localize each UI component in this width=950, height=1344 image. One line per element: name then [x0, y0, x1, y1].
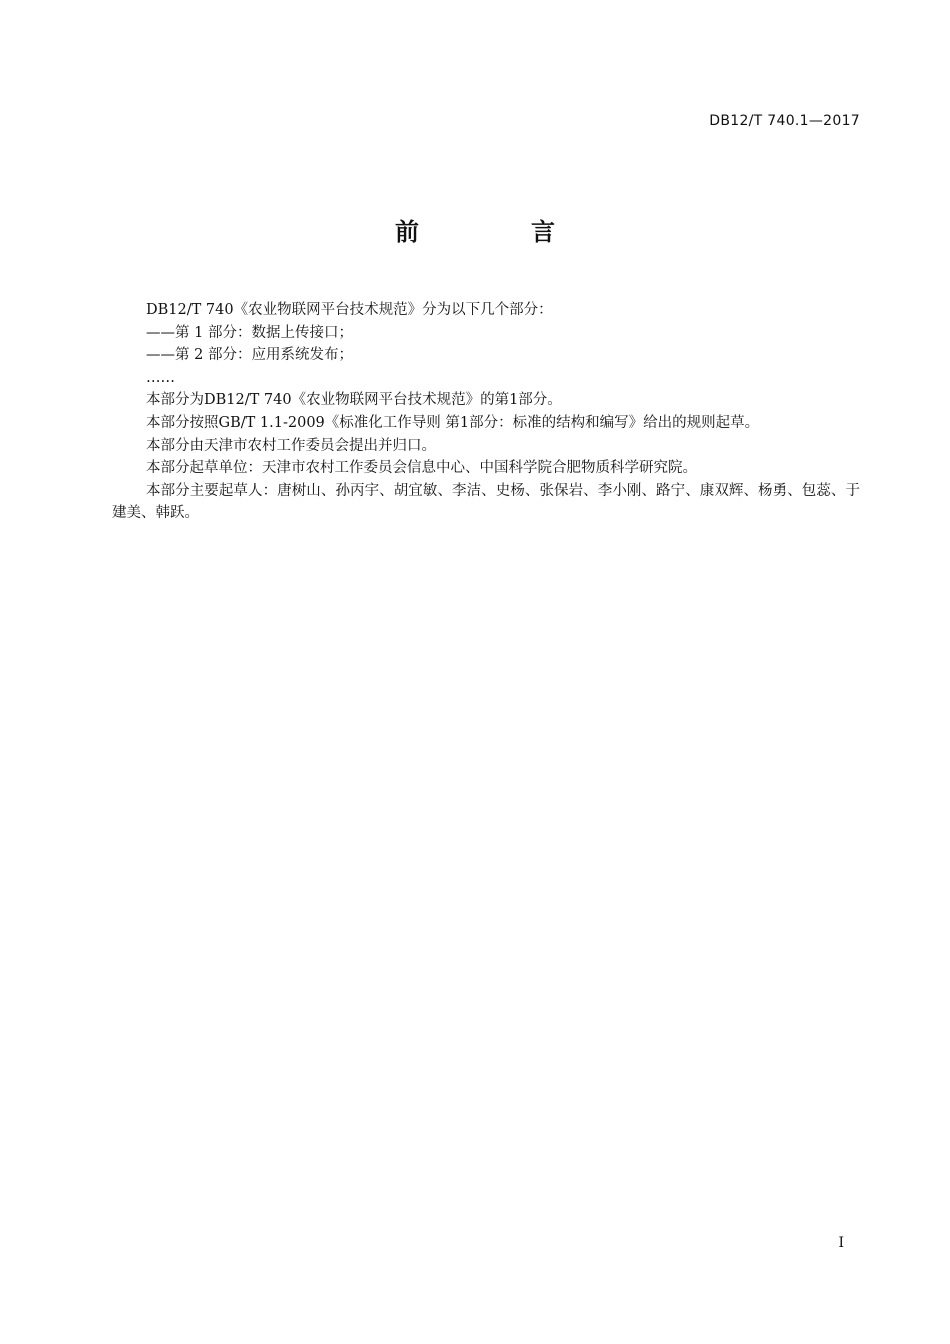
page-title: 前 言 [395, 218, 599, 246]
paragraph-drafting-units: 本部分起草单位：天津市农村工作委员会信息中心、中国科学院合肥物质科学研究院。 [146, 460, 697, 477]
paragraph-proposer: 本部分由天津市农村工作委员会提出并归口。 [146, 437, 436, 454]
standard-code: DB12/T 740.1—2017 [709, 113, 860, 129]
paragraph-intro: DB12/T 740《农业物联网平台技术规范》分为以下几个部分： [146, 302, 553, 318]
paragraph-ellipsis: …… [146, 369, 175, 386]
foreword-body [112, 299, 860, 525]
paragraph-part-1: ——第 1 部分：数据上传接口； [146, 324, 353, 341]
paragraph-drafting-rules: 本部分按照GB/T 1.1-2009《标准化工作导则 第1部分：标准的结构和编写》给出的规则起草。 [146, 414, 760, 431]
paragraph-drafters: 本部分主要起草人：唐树山、孙丙宇、胡宜敏、李洁、史杨、张保岩、李小刚、路宁、康双辉、杨勇、包蕊、于建美、韩跃。 [112, 482, 860, 522]
paragraph-scope: 本部分为DB12/T 740《农业物联网平台技术规范》的第1部分。 [146, 392, 562, 409]
paragraph-part-2: ——第 2 部分：应用系统发布； [146, 347, 353, 364]
page-number: I [838, 1235, 844, 1251]
